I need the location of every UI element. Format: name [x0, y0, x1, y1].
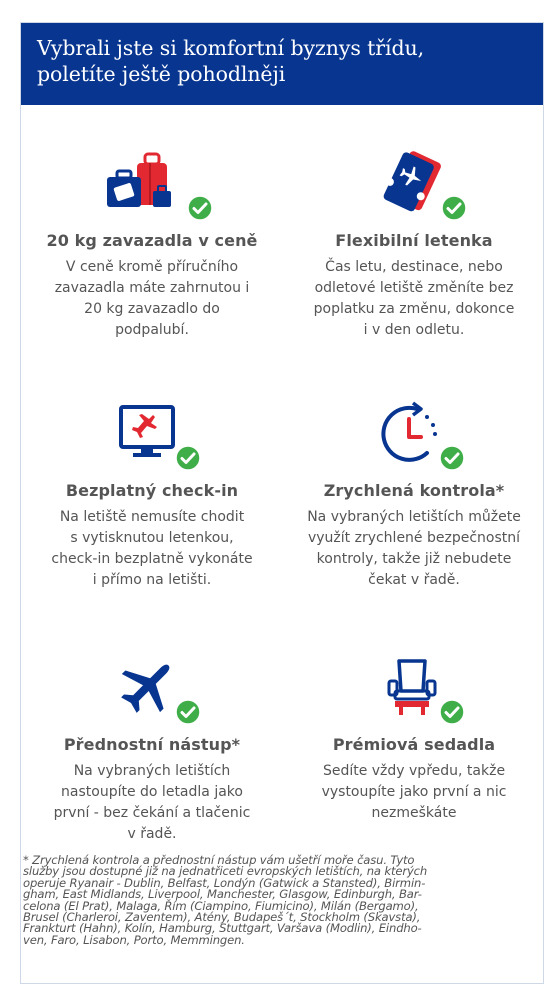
footnote-line: Brusel (Charleroi, Zaventem), Atény, Budapeš´t, Stockholm (Skavsta),: [23, 910, 421, 925]
desc-line: v řadě.: [127, 826, 177, 842]
feature-luggage: [21, 105, 283, 355]
footnote-line: gham, East Midlands, Liverpool, Manchester, Glasgow, Edinburgh, Bar-: [23, 887, 422, 902]
desc-line: 20 kg zavazadlo do: [84, 301, 220, 317]
desc-line: check-in bezplatně vykonáte: [51, 551, 253, 567]
check-in-screen-icon: [117, 405, 177, 461]
desc-line: Sedíte vždy vpředu, takže: [322, 763, 506, 779]
footnote-line: celona (El Prat), Malaga, Řím (Ciampino, Fiumicino), Milán (Bergamo),: [23, 898, 419, 913]
airplane-icon: [117, 655, 179, 717]
footnote-line: služby jsou dostupné již na jednatřiceti evropských letištích, na kterých: [23, 864, 428, 879]
checkmark-badge-icon: [439, 699, 465, 725]
desc-line: nastoupíte do letadla jako: [61, 784, 243, 800]
checkmark-badge-icon: [439, 445, 465, 471]
desc-line: poplatku za změnu, dokonce: [313, 301, 515, 317]
feature-description: [297, 507, 531, 591]
feature-description: [297, 257, 531, 341]
seat-icon: [385, 657, 439, 717]
checkmark-badge-icon: [187, 195, 213, 221]
desc-line: Na vybraných letištích můžete: [307, 509, 521, 525]
footnote-line: operuje Ryanair - Dublin, Belfast, Londýn (Gatwick a Stansted), Birmin-: [23, 875, 426, 890]
feature-description: [297, 761, 531, 824]
desc-line: čekat v řadě.: [368, 572, 460, 588]
feature-fast-track: [283, 355, 544, 605]
feature-premium-seats: [283, 609, 544, 859]
desc-line: odletové letiště změníte bez: [314, 280, 514, 296]
desc-line: podpalubí.: [115, 322, 189, 338]
feature-title: Prémiová sedadla: [332, 735, 496, 754]
desc-line: Čas letu, destinace, nebo: [325, 259, 503, 275]
desc-line: V ceně kromě příručního: [65, 259, 239, 275]
feature-description: [35, 507, 269, 591]
footnote: [21, 855, 543, 946]
checkmark-badge-icon: [441, 195, 467, 221]
feature-title: Bezplatný check-in: [65, 481, 239, 500]
business-class-card: [20, 22, 544, 984]
checkmark-badge-icon: [175, 445, 201, 471]
feature-flexible-ticket: [283, 105, 544, 355]
footnote-line: * Zrychlená kontrola a přednostní nástup vám ušetří moře času. Tyto: [23, 853, 415, 867]
footnote-line: ven, Faro, Lisabon, Porto, Memmingen.: [23, 932, 245, 947]
feature-title: Přednostní nástup*: [63, 735, 241, 754]
ticket-icon: [381, 151, 441, 217]
clock-icon: [381, 401, 441, 463]
feature-title: Flexibilní letenka: [335, 231, 493, 250]
desc-line: kontroly, takže již nebudete: [316, 551, 512, 567]
desc-line: vystoupíte jako první a nic: [321, 784, 507, 800]
desc-line: nezmeškáte: [371, 805, 457, 821]
feature-description: [35, 761, 269, 845]
luggage-icon: [103, 149, 199, 221]
header-title-line-2: poletíte ještě pohodlněji: [37, 62, 286, 86]
feature-title: Zrychlená kontrola*: [323, 481, 505, 500]
feature-description: [35, 257, 269, 341]
header-title-line-1: Vybrali jste si komfortní byznys třídu,: [37, 36, 424, 60]
desc-line: Na vybraných letištích: [73, 763, 231, 779]
desc-line: využít zrychlené bezpečnostní: [307, 530, 521, 546]
footnote-line: Frankturt (Hahn), Kolín, Hamburg, Stuttgart, Varšava (Modlin), Eindho-: [23, 921, 422, 936]
feature-priority-boarding: [21, 609, 283, 859]
desc-line: zavazadla máte zahrnutou i: [54, 280, 250, 296]
feature-title: 20 kg zavazadla v ceně: [46, 231, 258, 250]
header-banner: [21, 23, 543, 105]
desc-line: Na letiště nemusíte chodit: [59, 509, 245, 525]
desc-line: s vytisknutou letenkou,: [70, 530, 234, 546]
desc-line: i přímo na letišti.: [92, 572, 212, 588]
desc-line: první - bez čekání a tlačenic: [53, 805, 251, 821]
checkmark-badge-icon: [175, 699, 201, 725]
feature-free-check-in: [21, 355, 283, 605]
desc-line: i v den odletu.: [363, 322, 465, 338]
